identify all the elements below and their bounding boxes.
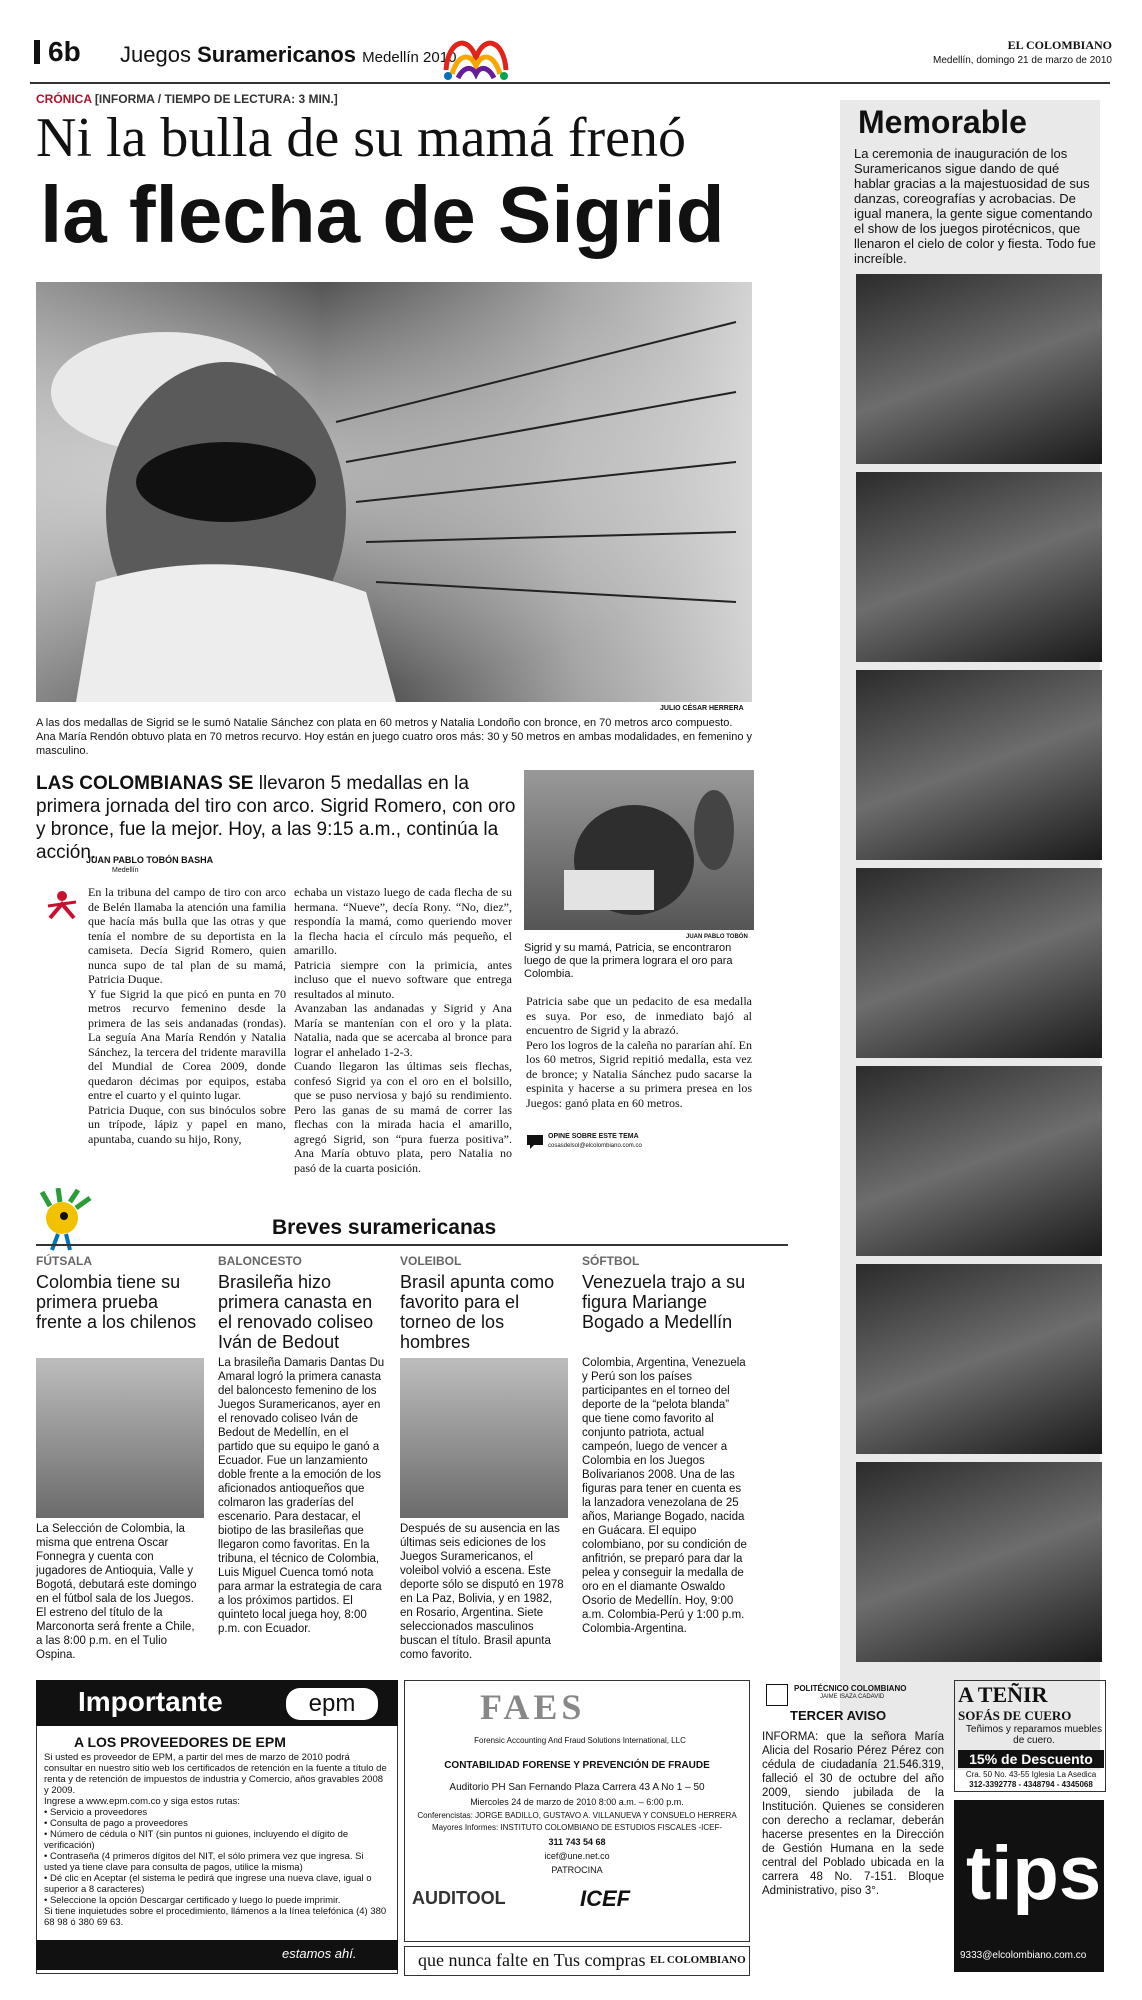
breve-body-baloncesto: La brasileña Damaris Dantas Du Amaral logró la primera canasta del baloncesto femenino de los Juegos Suramericanos, ayer en el renovado coliseo Iván de Bedout de Medellín, en el partido que su equipo le ganó a Ecuador. Fue un lanzamiento doble frente a la emoción de los aficionados antioqueños que colmaron las graderías del escenario. Para destacar, el biotipo de las brasileñas que llegaron como favoritas. En la tribuna, el técnico de Colombia, Luis Miguel Cuenca tomó nota para armar la estrategia de cara a los próximos partidos. El quinteto local juega hoy, 8:00 p.m. con Ecuador. (218, 1357, 385, 1635)
section-prefix: Juegos (120, 42, 191, 67)
breve-body-futsala: La Selección de Colombia, la misma que entrena Oscar Fonnegra y cuenta con jugadores de Antioquia, Valle y Bogotá, debutará este domingo en el fútbol sala de los Juegos. El estreno del título de la Marconorta será frente a Chile, a las 8:00 p.m. en el Tulio Ospina. (36, 1523, 197, 1661)
lead-bold: LAS COLOMBIANAS SE (36, 773, 254, 794)
faes-line-4: Conferencistas: JORGE BADILLO, GUSTAVO A. VILLANUEVA Y CONSUELO HERRERA (417, 1811, 737, 1820)
falte-slogan: que nunca falte en Tus compras (418, 1950, 646, 1970)
tenir-phone: 312-3392778 - 4348794 - 4345068 (969, 1780, 1093, 1789)
section-city: Medellín 2010 (362, 49, 457, 66)
ad-epm-heading: A LOS PROVEEDORES DE EPM (74, 1734, 286, 1750)
ad-epm-text: Si usted es proveedor de EPM, a partir del mes de marzo de 2010 podrá consultar en nuestro sitio web los certificados de retención en la fuente a título de renta y de retención de impuestos de industria y Comercio, años gravables 2008 y 2009. Ingrese a www.epm.com.co y siga estos rutas: • Servicio a proveedores • Consulta de pago a proveedores • Número de cédula o NIT (sin puntos ni guiones, incluyendo el dígito de verificación) • Contraseña (4 primeros dígitos del NIT, el sólo primera vez que ingresa. Si usted ya tiene clave para consulta de pagos, utilice la misma) • Dé clic en Aceptar (el sistema le pedirá que ingrese una nueva clave, igual o superior a 8 caracteres) • Seleccione la opción Descargar certificado y luego lo puede imprimir. Si tiene inquietudes sobre el procedimiento, llámenos a la línea telefónica (4) 380 68 98 ó 380 69 63. (44, 1752, 387, 1928)
top-rule (30, 82, 1110, 84)
breve-headline-baloncesto: Brasileña hizo primera canasta en el renovado coliseo Iván de Bedout (218, 1272, 374, 1352)
headline-line-1: Ni la bulla de su mamá frenó (36, 107, 687, 169)
breve-photo-futsala (36, 1358, 204, 1518)
tenir-subtitle: SOFÁS DE CUERO (958, 1708, 1072, 1723)
inset-photo-credit: JUAN PABLO TOBÓN (686, 934, 748, 940)
dateline: Medellín, domingo 21 de marzo de 2010 (932, 55, 1112, 66)
sidebar-photo-3 (856, 670, 1102, 860)
faes-line-6: 311 743 54 68 (548, 1837, 606, 1847)
breve-category-voleibol: VOLEIBOL (400, 1254, 462, 1268)
section-title (120, 42, 456, 68)
byline: JUAN PABLO TOBÓN BASHA (86, 855, 214, 865)
epm-logo: epm (286, 1688, 378, 1720)
opine-label: OPINE SOBRE ESTE TEMA (548, 1133, 639, 1140)
section-bold: Suramericanos (197, 42, 357, 67)
faes-line-8: PATROCINA (551, 1865, 603, 1875)
sidebar-text: La ceremonia de inauguración de los Suramericanos sigue dando de qué hablar gracias a la majestuosidad de sus danzas, coreografías y acrobacias. De igual manera, la gente sigue comentando el show de los juegos pirotécnicos, que llenaron el cielo de color y fiesta. Todo fue increíble. (854, 146, 1096, 266)
auditool-logo: AUDITOOL (412, 1888, 506, 1908)
inset-caption: Sigrid y su mamá, Patricia, se encontraron luego de que la primera lograra el oro para Colombia. (524, 942, 733, 980)
sidebar-photo-4 (856, 868, 1102, 1058)
mascot-icon (40, 1188, 98, 1252)
faes-line-1: CONTABILIDAD FORENSE Y PREVENCIÓN DE FRAUDE (444, 1760, 710, 1771)
breve-category-softbol: SÓFTBOL (582, 1254, 640, 1268)
sidebar-title: Memorable (858, 104, 1027, 140)
breve-photo-voleibol (400, 1358, 568, 1518)
archery-icon (44, 888, 80, 924)
photo-caption: A las dos medallas de Sigrid se le sumó Natalie Sánchez con plata en 60 metros y Natalia Londoño con bronce, en 70 metros arco compuesto. Ana María Rendón obtuvo plata en 70 metros recurvo. Hoy están en juego cuatro oros más: 30 y 50 metros en ambas modalidades, en femenino y masculino. (36, 717, 753, 757)
tips-email[interactable]: 9333@elcolombiano.com.co (960, 1950, 1087, 1961)
breve-headline-voleibol: Brasil apunta como favorito para el torneo de los hombres (400, 1272, 555, 1352)
article-column-2: echaba un vistazo luego de cada flecha de su hermana. “Nueve”, decía Rony. “No, diez”, respondía la mamá, como queriendo mover la flecha hacia el círculo más pequeño, el amarillo. Patricia siempre con la primicia, antes incluso que el nuevo software que entrega resultados al minuto. Avanzaban las andanadas y Sigrid y Ana María se mantenían con el oro y la plata. Natalia, nada que se acercaba al bronce para lograr el anhelado 1-2-3. Cuando llegaron las últimas seis flechas, confesó Sigrid ya con el oro en el bolsillo, que se puso nerviosa y bajó su rendimiento. Pero las ganas de su mamá de correr las flechas con la mirada hacia el amarillo, agregó Sigrid, son “pura fuerza positiva”. Ana María obtuvo plata, pero Natalia no pasó de la cuarta posición. (294, 885, 512, 1175)
breve-headline-softbol: Venezuela trajo a su figura Mariange Bogado a Medellín (582, 1272, 746, 1332)
tenir-address: Cra. 50 No. 43-55 Iglesia La Asedica (965, 1770, 1097, 1779)
faes-line-3: Miercoles 24 de marzo de 2010 8:00 a.m. – 6:00 p.m. (470, 1797, 684, 1807)
faes-logo: FAES (480, 1687, 586, 1727)
inset-photo-hug (524, 770, 754, 930)
article-column-3: Patricia sabe que un pedacito de esa medalla es suya. Por eso, de inmediato bajó al encuentro de Sigrid y la abrazó. Pero los logros de la caleña no pararían ahí. En los 60 metros, Sigrid repitió medalla, esta vez de bronce; y Natalia Sánchez pudo sacarse la espinita y hacerse a su primera presea en los Juegos: ganó plata en 60 metros. (526, 994, 752, 1110)
byline-location: Medellín (112, 867, 139, 874)
tenir-title: A TEÑIR (958, 1682, 1048, 1707)
politecnico-shield-icon (766, 1684, 788, 1706)
opine-email[interactable]: cosasdelsol@elcolombiano.com.co (548, 1143, 642, 1149)
page-number: 6b (48, 36, 81, 67)
breves-title: Breves suramericanas (272, 1216, 497, 1239)
kicker-accent: CRÓNICA (36, 92, 92, 106)
games-logo-icon (438, 30, 514, 88)
tercer-title: TERCER AVISO (790, 1708, 887, 1723)
tips-logo: tips (966, 1831, 1102, 1916)
article-column-1: En la tribuna del campo de tiro con arco de Belén llamaba la atención una familia que hacía más bulla que las otras y que tenía el nombre de su deportista en la camiseta. Decía Sigrid Romero, quien nunca supo de tal plan de su mamá, Patricia Duque. Y fue Sigrid la que picó en punta en 70 metros recurvo femenino desde la primera de las seis andanadas (rondas). La seguía Ana María Rendón y Natalia Sánchez, la tercera del tridente maravilla del Mundial de Corea 2009, donde quedaron décimas por equipos, estaba entre el cuarto y el quinto lugar. Patricia Duque, con sus binóculos sobre un trípode, lápiz y papel en mano, apuntaba, cuando su hijo, Rony, (88, 885, 286, 1146)
tercer-institution-2: JAIME ISAZA CADAVID (820, 1694, 885, 1700)
breve-category-baloncesto: BALONCESTO (218, 1254, 302, 1268)
main-photo-archer (36, 282, 752, 702)
breve-category-futsala: FÚTSALA (36, 1254, 92, 1268)
sidebar-photo-1 (856, 274, 1102, 464)
tercer-institution: POLITÉCNICO COLOMBIANO (794, 1684, 907, 1693)
faes-line-7[interactable]: icef@une.net.co (544, 1851, 610, 1861)
tenir-extra: Teñimos y reparamos muebles de cuero. (965, 1724, 1103, 1746)
faes-line-2: Auditorio PH San Fernando Plaza Carrera 43 A No 1 – 50 (449, 1782, 705, 1793)
faes-line-5: Mayores Informes: INSTITUTO COLOMBIANO DE ESTUDIOS FISCALES -ICEF- (431, 1823, 723, 1832)
ad-epm-important: Importante (78, 1686, 223, 1717)
sidebar-photo-6 (856, 1264, 1102, 1454)
headline-line-2: la flecha de Sigrid (40, 170, 725, 259)
article-lead (36, 772, 516, 864)
breve-body-softbol: Colombia, Argentina, Venezuela y Perú son los países participantes en el torneo del deporte de la “pelota blanda” que tiene como favorito al conjunto patriota, actual campeón, luego de vencer a Colombia en los Juegos Bolivarianos 2008. Una de las figuras para tener en cuenta es la lanzadora venezolana de 25 años, Mariange Bogado, nacida en Guácara. El equipo colombiano, por su condición de anfitrión, se preparó para dar la pelea y conseguir la medalla de oro en el diamante Oswaldo Osorio de Medellín. Hoy, 9:00 a.m. Colombia-Perú y 1:00 p.m. Colombia-Argentina. (582, 1357, 747, 1635)
kicker (36, 92, 338, 106)
breve-headline-futsala: Colombia tiene su primera prueba frente a los chilenos (36, 1272, 197, 1332)
tenir-discount: 15% de Descuento (958, 1750, 1104, 1768)
breve-body-voleibol: Después de su ausencia en las últimas seis ediciones de los Juegos Suramericanos, el voleibol volvió a escena. Este deporte sólo se disputó en 1978 en La Paz, Bolivia, y en 1982, en Rosario, Argentina. Siete seleccionados masculinos buscan el título. Brasil apunta como favorito. (400, 1523, 564, 1661)
newspaper-name: EL COLOMBIANO (1007, 38, 1112, 52)
comment-icon (526, 1134, 544, 1150)
page-number-bar (34, 40, 40, 64)
breves-rule (36, 1244, 788, 1246)
lead-rest: llevaron 5 medallas en la primera jornada del tiro con arco. Sigrid Romero, con oro y bronce, fue la mejor. Hoy, a las 9:15 a.m., continúa la acción. (36, 773, 516, 863)
kicker-rest: [INFORMA / TIEMPO DE LECTURA: 3 MIN.] (94, 92, 338, 106)
sidebar-photo-2 (856, 472, 1102, 662)
photo-credit: JULIO CÉSAR HERRERA (660, 705, 744, 712)
icef-logo: ICEF (580, 1886, 631, 1911)
ad-epm-slogan: estamos ahí. (282, 1946, 357, 1961)
faes-subtitle: Forensic Accounting And Fraud Solutions International, LLC (474, 1736, 686, 1745)
tercer-text: INFORMA: que la señora María Alicia del Rosario Pérez Pérez con cédula de ciudadanía 21.546.319, falleció el 30 de octubre del año 2009, siendo jubilada de la Institución. Quienes se consideren con derecho a reclamar, deberán hacerse presentes en la Dirección de Gestión Humana en la sede central del Poblado ubicada en la carrera 48 No. 7-151. Bloque Administrativo, piso 3°. (762, 1731, 944, 1897)
falte-paper: EL COLOMBIANO (650, 1954, 746, 1966)
sidebar-photo-5 (856, 1066, 1102, 1256)
sidebar-photo-7 (856, 1462, 1102, 1662)
